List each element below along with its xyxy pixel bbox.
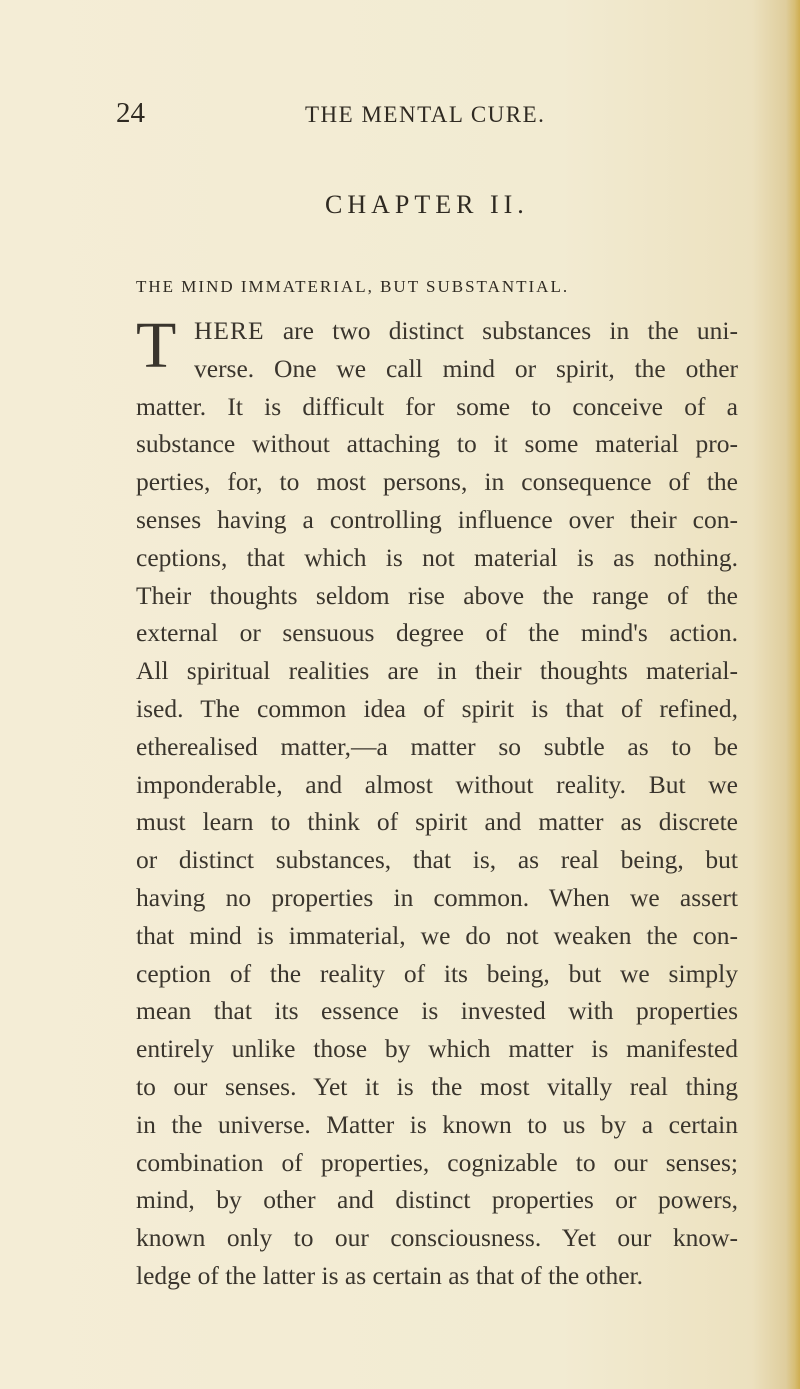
text-line xyxy=(136,312,738,350)
text-line: ised. The common idea of spirit is that of refined, xyxy=(136,693,738,723)
text-line: having no properties in common. When we assert xyxy=(136,882,738,912)
text-line: etherealised matter,—a matter so subtle as to be xyxy=(136,731,738,761)
text-line: known only to our consciousness. Yet our know- xyxy=(136,1223,738,1253)
text-line: must learn to think of spirit and matter as discrete xyxy=(136,807,738,837)
text-line: ledge of the latter is as certain as that of the other. xyxy=(136,1260,643,1290)
text-line: external or sensuous degree of the mind's action. xyxy=(136,618,738,648)
chapter-paragraph xyxy=(136,309,738,1295)
text-line: that mind is immaterial, we do not weaken the con- xyxy=(136,920,738,950)
text-line: ception of the reality of its being, but we simply xyxy=(136,958,738,988)
text-line: or distinct substances, that is, as real being, but xyxy=(136,845,738,875)
text-line: combination of properties, cognizable to our senses; xyxy=(136,1147,738,1177)
text-line: matter. It is difficult for some to conceive of a xyxy=(136,391,738,421)
text-line: perties, for, to most persons, in consequence of the xyxy=(136,467,738,497)
text-line: in the universe. Matter is known to us by a certain xyxy=(136,1109,738,1139)
running-head: THE MENTAL CURE. xyxy=(305,102,546,127)
drop-cap: T xyxy=(136,309,177,382)
text-line: entirely unlike those by which matter is manifested xyxy=(136,1034,738,1064)
page-edge xyxy=(786,0,800,1389)
text-line: imponderable, and almost without reality. But we xyxy=(136,769,738,799)
text-line: to our senses. Yet it is the most vitally real thing xyxy=(136,1071,738,1101)
text-line: verse. One we call mind or spirit, the other xyxy=(194,353,738,383)
text-line: substance without attaching to it some material pro- xyxy=(136,429,738,459)
text-line: mind, by other and distinct properties or powers, xyxy=(136,1185,738,1215)
text-line: Their thoughts seldom rise above the range of the xyxy=(136,580,738,610)
text-line: ceptions, that which is not material is as nothing. xyxy=(136,542,738,572)
text-line: mean that its essence is invested with properties xyxy=(136,996,738,1026)
text-line: All spiritual realities are in their thoughts material- xyxy=(136,656,738,686)
chapter-title: CHAPTER II. xyxy=(325,190,529,219)
text-line-rest: are two distinct substances in the uni- xyxy=(264,316,738,345)
first-word: HERE xyxy=(194,316,265,345)
page-number: 24 xyxy=(116,97,145,129)
text-line: senses having a controlling influence over their con- xyxy=(136,504,738,534)
chapter-subtitle: THE MIND IMMATERIAL, BUT SUBSTANTIAL. xyxy=(136,277,570,296)
